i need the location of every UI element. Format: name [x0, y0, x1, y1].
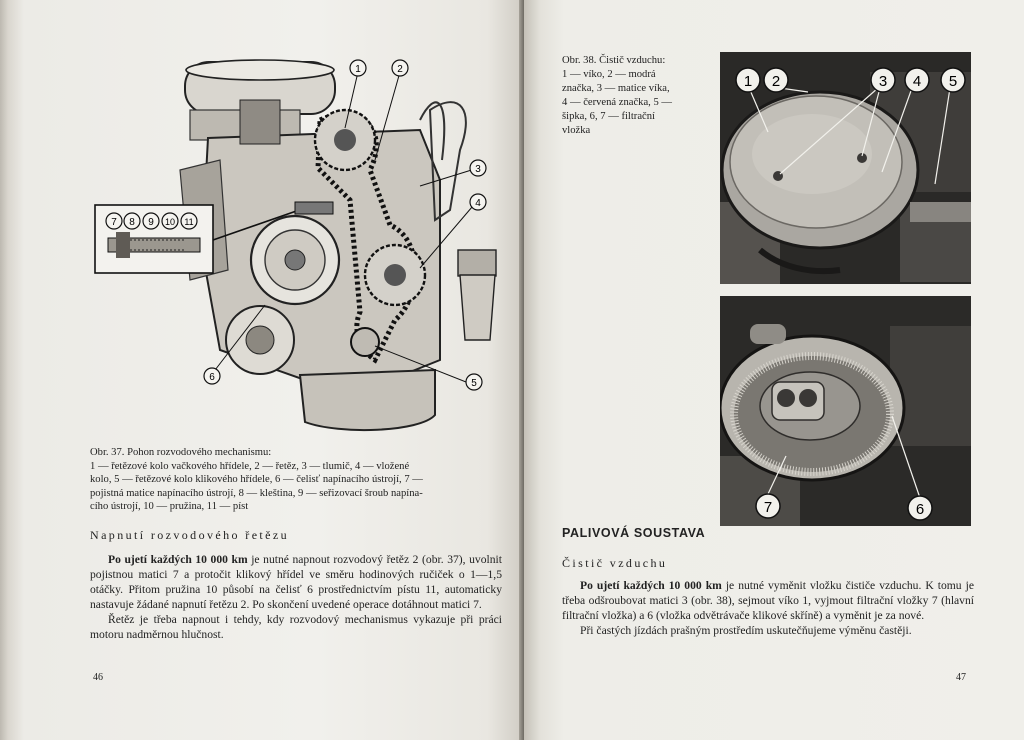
photo-callout-7	[756, 494, 780, 518]
svg-text:5: 5	[948, 73, 958, 90]
callout-7	[106, 213, 122, 229]
photo-callout-4	[905, 68, 929, 92]
caption-line: značka, 3 — matice víka,	[562, 83, 670, 94]
figure-38-photo-air-cleaner-closed	[720, 52, 971, 284]
callout-10	[162, 213, 178, 229]
callout-4	[470, 194, 486, 210]
caption-line: cího ústrojí, 10 — pružina, 11 — píst	[90, 501, 249, 512]
caption-line: Obr. 37. Pohon rozvodového mechanismu:	[90, 447, 272, 458]
callout-3	[470, 160, 486, 176]
figure-37-caption	[90, 446, 502, 514]
figure-38-photo-air-cleaner-open	[720, 296, 971, 526]
photo-callout-6	[908, 496, 932, 520]
callout-11	[181, 213, 197, 229]
figure-38-caption	[562, 54, 724, 138]
svg-text:1: 1	[743, 73, 753, 90]
callout-9	[143, 213, 159, 229]
caption-line: pojistná matice napínacího ústrojí, 8 — kleština, 9 — seřizovací šroub napína-	[90, 487, 423, 499]
body-text	[90, 552, 502, 642]
page-number: 46	[93, 672, 103, 683]
svg-text:4: 4	[912, 73, 922, 90]
svg-text:1: 1	[355, 64, 361, 75]
section-heading: Napnutí rozvodového řetězu	[90, 528, 290, 542]
svg-text:2: 2	[771, 73, 781, 90]
caption-line: šipka, 6, 7 — filtrační	[562, 111, 655, 122]
caption-line: vložka	[562, 125, 591, 136]
callout-5	[466, 374, 482, 390]
callout-8	[124, 213, 140, 229]
bold-lead: Po ujetí každých 10 000 km	[108, 553, 248, 566]
svg-text:8: 8	[129, 217, 135, 228]
body-text	[562, 578, 974, 638]
bold-lead: Po ujetí každých 10 000 km	[580, 579, 722, 592]
paragraph-rest: je nutné napnout rozvodový řetěz 2 (obr. 37), uvolnit pojistnou matici 7 a protočit klikový hřídel ve směru hodinových ručiček o 1—1,5 otáčky. Přitom pružina 10 působí na čelisť 6 prostřednictvím pístu 11, automaticky nastavuje žádané napnutí řetězu 2. Po skončení uvedené operace dotáhnout matici 7.	[90, 553, 502, 611]
caption-line: Obr. 38. Čistič vzduchu:	[562, 55, 666, 66]
svg-text:6: 6	[915, 501, 925, 518]
photo-callout-5	[941, 68, 965, 92]
paragraph-rest: je nutné vyměnit vložku čističe vzduchu. K tomu je třeba odšroubovat matici 3 (obr. 38), sejmout víko 1, vyjmout filtrační vložky 7 (hlavní filtrační vložka) a 6 (vložka odvětrávače klikové skříně) a vyměnit je za nové.	[562, 579, 974, 622]
paragraph	[90, 552, 502, 612]
caption-line: kolo, 5 — řetězové kolo klikového hřídele, 6 — čelisť napínacího ústrojí, 7 —	[90, 474, 423, 485]
callout-1	[350, 60, 366, 76]
svg-text:4: 4	[475, 198, 481, 209]
photo-callout-2	[764, 68, 788, 92]
paragraph	[562, 578, 974, 623]
svg-text:3: 3	[878, 73, 888, 90]
section-heading: Čistič vzduchu	[562, 556, 668, 570]
svg-text:2: 2	[397, 64, 403, 75]
paragraph: Při častých jízdách prašným prostředím uskutečňujeme výměnu častěji.	[580, 624, 912, 637]
right-page	[524, 0, 1024, 740]
page-number: 47	[956, 672, 966, 683]
photo-callout-1	[736, 68, 760, 92]
svg-text:10: 10	[164, 217, 176, 227]
svg-text:7: 7	[111, 217, 117, 228]
svg-text:9: 9	[148, 217, 154, 228]
svg-text:7: 7	[763, 499, 773, 516]
figure-37-engine-diagram	[90, 50, 510, 450]
svg-text:5: 5	[471, 378, 477, 389]
callout-6	[204, 368, 220, 384]
svg-text:6: 6	[209, 372, 215, 383]
caption-line: 4 — červená značka, 5 —	[562, 97, 673, 108]
svg-text:3: 3	[475, 164, 481, 175]
svg-text:11: 11	[184, 217, 194, 227]
photo-callout-3	[871, 68, 895, 92]
section-title: PALIVOVÁ SOUSTAVA	[562, 526, 706, 540]
callout-2	[392, 60, 408, 76]
paragraph: Řetěz je třeba napnout i tehdy, kdy rozvodový mechanismus vykazuje při práci motoru nadměrnou hlučnost.	[90, 613, 502, 641]
caption-line: 1 — řetězové kolo vačkového hřídele, 2 — řetěz, 3 — tlumič, 4 — vložené	[90, 460, 410, 472]
caption-line: 1 — víko, 2 — modrá	[562, 69, 656, 80]
